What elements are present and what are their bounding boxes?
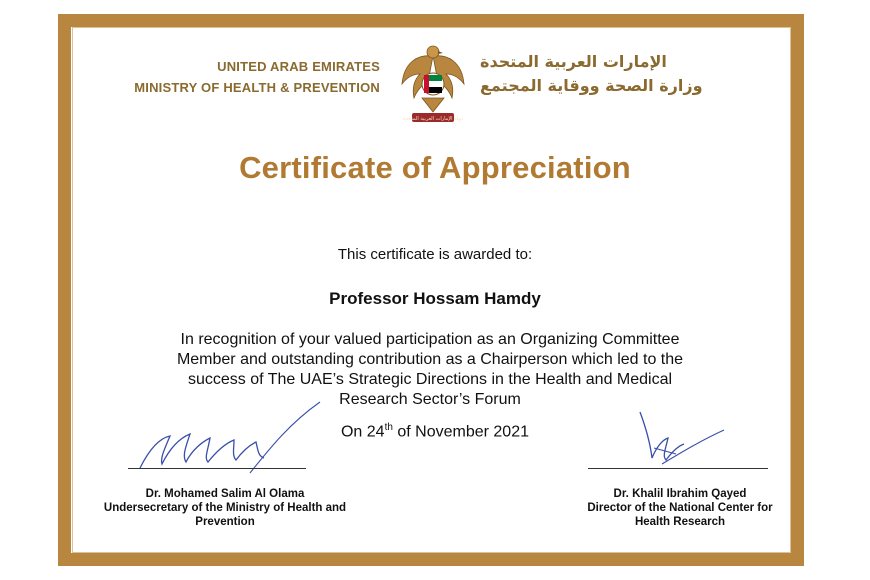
left-signatory-title-1: Undersecretary of the Ministry of Health and — [103, 502, 347, 514]
right-signatory-name: Dr. Khalil Ibrahim Qayed — [613, 488, 747, 500]
recognition-line-2: Member and outstanding contribution as a Chairperson which led to the — [176, 351, 684, 368]
left-signatory-name: Dr. Mohamed Salim Al Olama — [145, 488, 305, 500]
right-signature-icon — [632, 408, 732, 472]
header-country-ar: الإمارات العربية المتحدة — [480, 52, 667, 71]
right-signatory-title-2: Health Research — [634, 516, 726, 528]
emblem-caption: دولة الإمارات العربية المتحدة — [402, 116, 464, 122]
left-signatory-title-2: Prevention — [195, 516, 255, 528]
left-signature-line — [128, 468, 306, 469]
date-prefix: On 24 — [340, 423, 385, 441]
right-signature-line — [588, 468, 768, 469]
header-ministry-en: MINISTRY OF HEALTH & PREVENTION — [134, 80, 380, 95]
right-signatory-title-1: Director of the National Center for — [587, 502, 773, 514]
awarded-to-label: This certificate is awarded to: — [337, 246, 533, 263]
recognition-line-1: In recognition of your valued participation as an Organizing Committee — [180, 331, 680, 348]
header-ministry-ar: وزارة الصحة ووقاية المجتمع — [480, 76, 703, 95]
header-english — [134, 56, 380, 98]
left-signatory — [70, 487, 380, 529]
uae-emblem-icon — [398, 40, 468, 124]
date-ordinal: th — [384, 422, 393, 433]
header-arabic — [480, 50, 703, 98]
left-signature-icon — [130, 398, 330, 478]
recognition-line-4: Research Sector’s Forum — [339, 391, 521, 408]
right-signatory — [540, 487, 820, 529]
recognition-line-3: success of The UAE’s Strategic Directions in the Health and Medical — [187, 371, 673, 388]
recipient-name: Professor Hossam Hamdy — [329, 289, 541, 308]
header-country-en: UNITED ARAB EMIRATES — [217, 59, 380, 74]
certificate-title: Certificate of Appreciation — [239, 150, 631, 185]
date-rest: of November 2021 — [392, 423, 529, 441]
